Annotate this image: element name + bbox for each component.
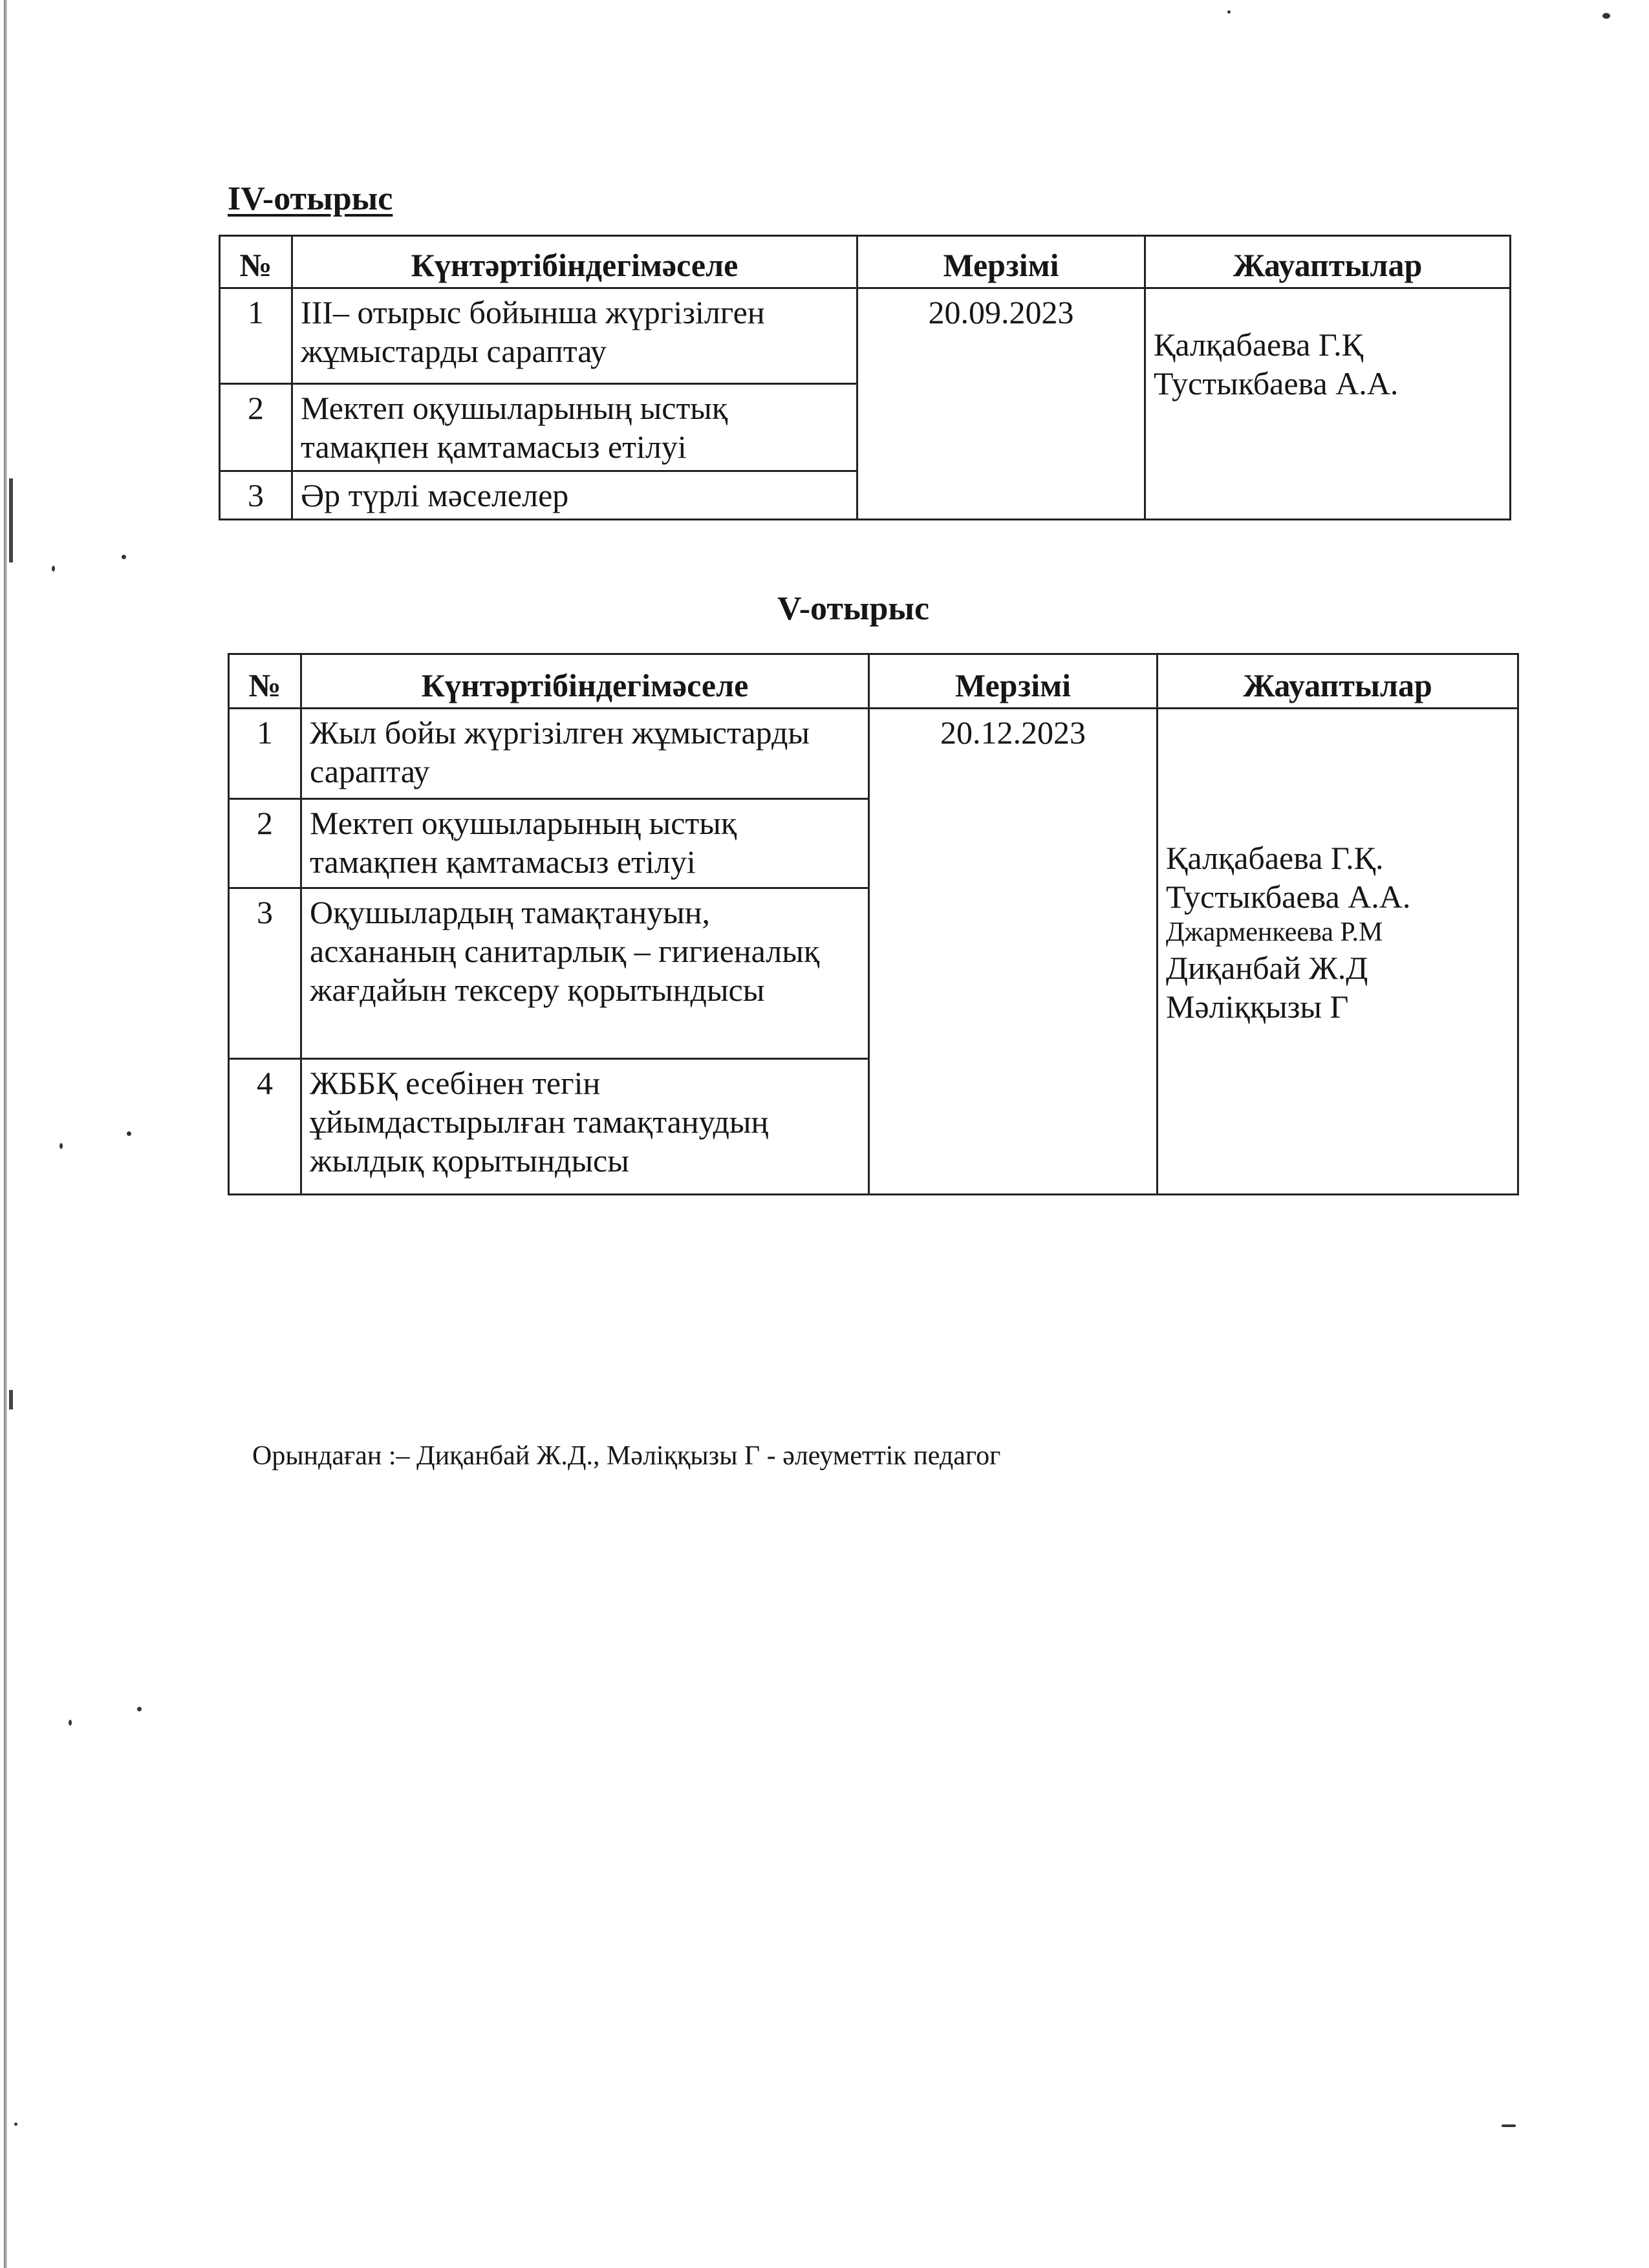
row-num: 1 xyxy=(220,288,292,384)
scan-speck xyxy=(52,566,55,572)
row-issue: Жыл бойы жүргізілген жұмыстарды сараптау xyxy=(301,709,869,799)
table-row xyxy=(220,288,1511,384)
responsible-cell xyxy=(1145,288,1511,520)
row-issue: III– отырыс бойынша жүргізілген жұмыстарды сараптау xyxy=(292,288,857,384)
scan-speck xyxy=(127,1131,131,1136)
row-issue: Әр түрлі мәселелер xyxy=(292,471,857,520)
row-issue: Мектеп оқушыларының ыстық тамақпен қамтамасыз етілуі xyxy=(292,384,857,471)
deadline-cell: 20.12.2023 xyxy=(869,709,1158,1195)
row-issue: Мектеп оқушыларының ыстық тамақпен қамтамасыз етілуі xyxy=(301,799,869,888)
header-issue: Күнтәртібіндегімәселе xyxy=(292,236,857,288)
performed-by-text: Орындаған :– Диқанбай Ж.Д., Мәліққызы Г - әлеуметтік педагог xyxy=(252,1441,1001,1471)
responsible-person: Тустыкбаева А.А. xyxy=(1154,365,1399,401)
section-5-title: V-отырыс xyxy=(777,590,930,627)
responsible-person: Диқанбай Ж.Д xyxy=(1166,950,1368,987)
scan-speck xyxy=(69,1720,72,1726)
header-num: № xyxy=(229,654,301,709)
row-num: 2 xyxy=(229,799,301,888)
header-responsible: Жауаптылар xyxy=(1145,236,1511,288)
header-issue: Күнтәртібіндегімәселе xyxy=(301,654,869,709)
row-num: 3 xyxy=(229,888,301,1059)
table-header-row xyxy=(229,654,1518,709)
scan-speck xyxy=(1227,10,1231,14)
scan-speck xyxy=(137,1707,142,1711)
section-4-table xyxy=(219,235,1511,520)
scan-edge-mark xyxy=(9,478,13,562)
row-num: 1 xyxy=(229,709,301,799)
scan-speck xyxy=(1502,2124,1516,2127)
row-num: 3 xyxy=(220,471,292,520)
row-num: 4 xyxy=(229,1059,301,1195)
scan-speck xyxy=(59,1143,63,1149)
responsible-person: Мәліққызы Г xyxy=(1166,989,1349,1025)
responsible-person: Джарменкеева Р.М xyxy=(1166,917,1383,947)
header-responsible: Жауаптылар xyxy=(1158,654,1518,709)
header-deadline: Мерзімі xyxy=(857,236,1145,288)
deadline-cell: 20.09.2023 xyxy=(857,288,1145,520)
table-row xyxy=(229,709,1518,799)
responsible-person: Тустыкбаева А.А. xyxy=(1166,879,1411,915)
section-5-table xyxy=(228,653,1519,1195)
scan-speck xyxy=(14,2123,17,2126)
scan-speck xyxy=(122,555,126,559)
section-4-title: IV-отырыс xyxy=(228,180,393,217)
header-deadline: Мерзімі xyxy=(869,654,1158,709)
scan-speck xyxy=(1602,13,1610,19)
table-header-row xyxy=(220,236,1511,288)
header-num: № xyxy=(220,236,292,288)
scan-left-edge xyxy=(4,0,7,2268)
row-issue: ЖББҚ есебінен тегін ұйымдастырылған тамақтанудың жылдық қорытындысы xyxy=(301,1059,869,1195)
responsible-person: Қалқабаева Г.Қ xyxy=(1154,326,1363,363)
scan-edge-mark xyxy=(9,1390,13,1409)
responsible-person: Қалқабаева Г.Қ. xyxy=(1166,840,1384,876)
row-issue: Оқушылардың тамақтануын, асхананың санитарлық – гигиеналық жағдайын тексеру қорытындысы xyxy=(301,888,869,1059)
row-num: 2 xyxy=(220,384,292,471)
responsible-cell xyxy=(1158,709,1518,1195)
